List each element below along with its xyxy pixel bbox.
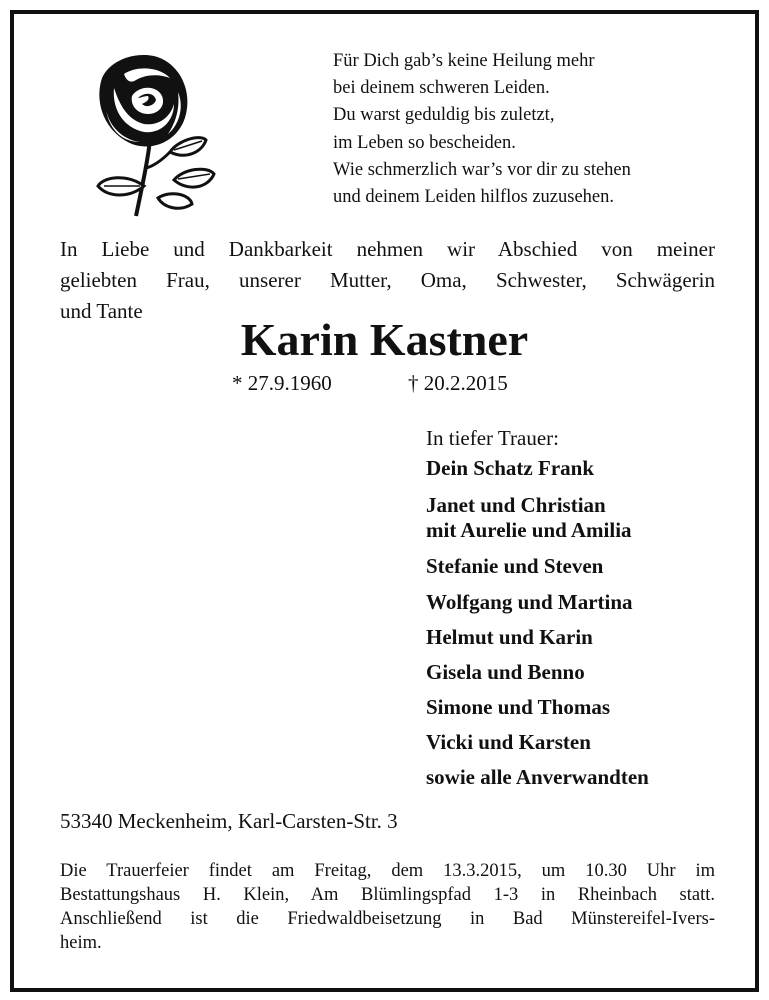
family-member: Gisela und Benno	[426, 660, 585, 684]
funeral-notice	[60, 859, 715, 955]
poem-line: Wie schmerzlich war’s vor dir zu stehen	[333, 159, 631, 180]
poem	[333, 48, 753, 211]
birth-date: * 27.9.1960	[232, 371, 332, 395]
intro-line: geliebten Frau, unserer Mutter, Oma, Schwester, Schwägerin	[60, 268, 715, 292]
family-member: Janet und Christian	[426, 493, 606, 517]
funeral-line: Bestattungshaus H. Klein, Am Blümlingspfad 1-3 in Rheinbach statt.	[60, 885, 715, 905]
family-member: mit Aurelie und Amilia	[426, 518, 632, 542]
family-member: Simone und Thomas	[426, 695, 611, 719]
poem-line: bei deinem schweren Leiden.	[333, 78, 550, 99]
intro-line: In Liebe und Dankbarkeit nehmen wir Abschied von meiner	[60, 237, 715, 261]
funeral-line: Anschließend ist die Friedwaldbeisetzung in Bad Münstereifel-Ivers-	[60, 909, 715, 929]
rose-icon	[74, 48, 224, 218]
death-date: † 20.2.2015	[408, 371, 508, 395]
mourning-label: In tiefer Trauer:	[426, 426, 559, 450]
family-member: Helmut und Karin	[426, 625, 593, 649]
intro-line: und Tante	[60, 299, 143, 323]
poem-line: und deinem Leiden hilflos zuzusehen.	[333, 187, 615, 208]
funeral-line: Die Trauerfeier findet am Freitag, dem 13.3.2015, um 10.30 Uhr im	[60, 861, 715, 881]
family-member: Stefanie und Steven	[426, 554, 604, 578]
family-member: Dein Schatz Frank	[426, 456, 594, 480]
family-member: Vicki und Karsten	[426, 730, 591, 754]
deceased-name: Karin Kastner	[240, 314, 529, 365]
family-member: Wolfgang und Martina	[426, 590, 633, 614]
poem-line: im Leben so bescheiden.	[333, 132, 516, 153]
poem-line: Für Dich gab’s keine Heilung mehr	[333, 51, 595, 71]
family-member: sowie alle Anverwandten	[426, 765, 649, 789]
funeral-line: heim.	[60, 933, 102, 953]
address: 53340 Meckenheim, Karl-Carsten-Str. 3	[60, 809, 398, 833]
poem-line: Du warst geduldig bis zuletzt,	[333, 105, 555, 126]
